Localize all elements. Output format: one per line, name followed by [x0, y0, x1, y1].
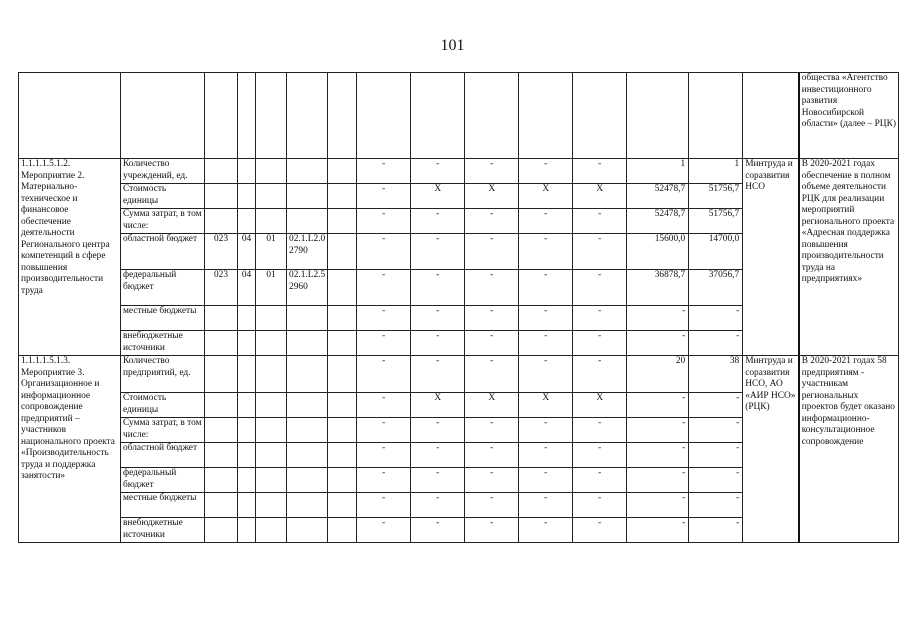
y3-cell: - — [465, 518, 519, 543]
y4-cell: X — [519, 393, 573, 418]
y3-cell: - — [465, 468, 519, 493]
y1-cell: - — [357, 234, 411, 270]
csr-cell — [287, 306, 328, 331]
rz-cell — [238, 443, 256, 468]
vr-cell — [328, 393, 357, 418]
y5-cell: - — [573, 493, 627, 518]
y7-cell: 38 — [689, 356, 743, 393]
budget-table — [18, 72, 899, 543]
vr-cell — [328, 443, 357, 468]
y4-cell: - — [519, 356, 573, 393]
indicator-cell: Количество учреждений, ед. — [121, 159, 205, 184]
y5-cell: - — [573, 443, 627, 468]
y3-cell: - — [465, 234, 519, 270]
y1-cell: - — [357, 209, 411, 234]
y4-cell: - — [519, 418, 573, 443]
y5-cell: - — [573, 356, 627, 393]
y5-cell: - — [573, 468, 627, 493]
y7-cell: 1 — [689, 159, 743, 184]
pr-cell — [256, 209, 287, 234]
vr-cell — [328, 234, 357, 270]
csr-cell — [287, 356, 328, 393]
y7-cell: 51756,7 — [689, 184, 743, 209]
y2-cell: - — [411, 356, 465, 393]
indicator-cell: внебюджетные источники — [121, 518, 205, 543]
pr-cell — [256, 518, 287, 543]
y4-cell: - — [519, 306, 573, 331]
y2-cell: X — [411, 184, 465, 209]
executor-cell: Минтруда и соразвития НСО, АО «АИР НСО» (РЦК) — [743, 356, 799, 543]
y6-cell: 52478,7 — [627, 184, 689, 209]
y3-cell: - — [465, 418, 519, 443]
rz-cell — [238, 331, 256, 356]
y1-cell: - — [357, 518, 411, 543]
y7-cell: - — [689, 518, 743, 543]
indicator-cell: Сумма затрат, в том числе: — [121, 209, 205, 234]
y1-cell: - — [357, 306, 411, 331]
y1-cell: - — [357, 418, 411, 443]
indicator-cell: областной бюджет — [121, 234, 205, 270]
header-continuation-row — [19, 73, 899, 159]
y2-cell: - — [411, 443, 465, 468]
y5-cell: - — [573, 270, 627, 306]
y2-cell: X — [411, 393, 465, 418]
y4-cell: - — [519, 493, 573, 518]
y2-cell: - — [411, 418, 465, 443]
rz-cell — [238, 209, 256, 234]
pr-cell — [256, 418, 287, 443]
y2-cell: - — [411, 518, 465, 543]
y3-cell: - — [465, 443, 519, 468]
table-row — [19, 159, 899, 184]
y7-cell: 51756,7 — [689, 209, 743, 234]
y5-cell: X — [573, 393, 627, 418]
pr-cell — [256, 306, 287, 331]
y1-cell: - — [357, 184, 411, 209]
result-cell: В 2020-2021 годах обеспечение в полном объеме деятельности РЦК для реализации мероприятий регионального проекта «Адресная поддержка повышения производительности труда на предприятиях» — [799, 159, 899, 356]
vr-cell — [328, 356, 357, 393]
y7-cell: - — [689, 331, 743, 356]
y1-cell: - — [357, 356, 411, 393]
y6-cell: 52478,7 — [627, 209, 689, 234]
y2-cell: - — [411, 468, 465, 493]
y7-cell: 37056,7 — [689, 270, 743, 306]
indicator-cell: Количество предприятий, ед. — [121, 356, 205, 393]
y3-cell: - — [465, 159, 519, 184]
executor-cell: Минтруда и соразвития НСО — [743, 159, 799, 356]
grbs-cell — [205, 393, 238, 418]
rz-cell — [238, 356, 256, 393]
y4-cell: - — [519, 518, 573, 543]
grbs-cell — [205, 331, 238, 356]
y5-cell: - — [573, 234, 627, 270]
y4-cell: - — [519, 468, 573, 493]
grbs-cell — [205, 468, 238, 493]
y6-cell: 15600,0 — [627, 234, 689, 270]
csr-cell — [287, 418, 328, 443]
y2-cell: - — [411, 234, 465, 270]
y6-cell: - — [627, 306, 689, 331]
grbs-cell — [205, 356, 238, 393]
y6-cell: - — [627, 331, 689, 356]
vr-cell — [328, 468, 357, 493]
y4-cell: - — [519, 159, 573, 184]
csr-cell — [287, 443, 328, 468]
y5-cell: - — [573, 418, 627, 443]
y7-cell: - — [689, 393, 743, 418]
y5-cell: - — [573, 209, 627, 234]
y6-cell: 1 — [627, 159, 689, 184]
y4-cell: - — [519, 443, 573, 468]
pr-cell — [256, 331, 287, 356]
y6-cell: - — [627, 518, 689, 543]
vr-cell — [328, 270, 357, 306]
grbs-cell — [205, 418, 238, 443]
y5-cell: - — [573, 159, 627, 184]
result-cell: В 2020-2021 годах 58 предприятиям - участникам региональных проектов будет оказано информационно-консультационное сопровождение — [799, 356, 899, 543]
pr-cell — [256, 443, 287, 468]
indicator-cell: Стоимость единицы — [121, 393, 205, 418]
grbs-cell — [205, 209, 238, 234]
csr-cell — [287, 159, 328, 184]
y6-cell: - — [627, 443, 689, 468]
vr-cell — [328, 184, 357, 209]
y3-cell: - — [465, 270, 519, 306]
y2-cell: - — [411, 209, 465, 234]
vr-cell — [328, 493, 357, 518]
y7-cell: - — [689, 443, 743, 468]
y3-cell: - — [465, 306, 519, 331]
y6-cell: 36878,7 — [627, 270, 689, 306]
indicator-cell: местные бюджеты — [121, 306, 205, 331]
indicator-cell: местные бюджеты — [121, 493, 205, 518]
rz-cell — [238, 184, 256, 209]
y6-cell: - — [627, 468, 689, 493]
vr-cell — [328, 331, 357, 356]
vr-cell — [328, 209, 357, 234]
csr-cell: 02.1.L2.5 2960 — [287, 270, 328, 306]
indicator-cell: федеральный бюджет — [121, 270, 205, 306]
grbs-cell — [205, 306, 238, 331]
vr-cell — [328, 306, 357, 331]
grbs-cell — [205, 518, 238, 543]
y7-cell: - — [689, 468, 743, 493]
y2-cell: - — [411, 270, 465, 306]
y6-cell: 20 — [627, 356, 689, 393]
pr-cell — [256, 184, 287, 209]
rz-cell — [238, 306, 256, 331]
indicator-cell: областной бюджет — [121, 443, 205, 468]
rz-cell — [238, 393, 256, 418]
y7-cell: - — [689, 418, 743, 443]
csr-cell — [287, 393, 328, 418]
page-number: 101 — [440, 37, 465, 54]
y4-cell: X — [519, 184, 573, 209]
pr-cell — [256, 493, 287, 518]
y1-cell: - — [357, 270, 411, 306]
pr-cell — [256, 159, 287, 184]
csr-cell — [287, 331, 328, 356]
y2-cell: - — [411, 331, 465, 356]
y3-cell: - — [465, 493, 519, 518]
y7-cell: 14700,0 — [689, 234, 743, 270]
csr-cell — [287, 184, 328, 209]
y3-cell: X — [465, 184, 519, 209]
csr-cell: 02.1.L2.0 2790 — [287, 234, 328, 270]
rz-cell: 04 — [238, 234, 256, 270]
grbs-cell — [205, 184, 238, 209]
y4-cell: - — [519, 331, 573, 356]
pr-cell — [256, 468, 287, 493]
csr-cell — [287, 468, 328, 493]
y2-cell: - — [411, 306, 465, 331]
pr-cell: 01 — [256, 270, 287, 306]
rz-cell — [238, 468, 256, 493]
rz-cell — [238, 518, 256, 543]
vr-cell — [328, 159, 357, 184]
rz-cell — [238, 159, 256, 184]
y1-cell: - — [357, 468, 411, 493]
y7-cell: - — [689, 493, 743, 518]
grbs-cell: 023 — [205, 270, 238, 306]
y6-cell: - — [627, 418, 689, 443]
y1-cell: - — [357, 159, 411, 184]
y1-cell: - — [357, 493, 411, 518]
measure-name: 1.1.1.1.5.1.2. Мероприятие 2. Материально-техническое и финансовое обеспечение деятельности Регионального центра компетенций в сфере повышения производительности труда — [19, 159, 121, 356]
indicator-cell: Сумма затрат, в том числе: — [121, 418, 205, 443]
y3-cell: - — [465, 356, 519, 393]
pr-cell — [256, 356, 287, 393]
y4-cell: - — [519, 234, 573, 270]
indicator-cell: федеральный бюджет — [121, 468, 205, 493]
grbs-cell: 023 — [205, 234, 238, 270]
header-note: общества «Агентство инвестиционного развития Новосибирской области» (далее – РЦК) — [799, 73, 899, 159]
table-row — [19, 356, 899, 393]
y2-cell: - — [411, 159, 465, 184]
y1-cell: - — [357, 331, 411, 356]
y2-cell: - — [411, 493, 465, 518]
y4-cell: - — [519, 270, 573, 306]
y6-cell: - — [627, 393, 689, 418]
y1-cell: - — [357, 443, 411, 468]
y5-cell: - — [573, 518, 627, 543]
csr-cell — [287, 493, 328, 518]
pr-cell: 01 — [256, 234, 287, 270]
y3-cell: - — [465, 209, 519, 234]
csr-cell — [287, 518, 328, 543]
vr-cell — [328, 518, 357, 543]
y7-cell: - — [689, 306, 743, 331]
y6-cell: - — [627, 493, 689, 518]
indicator-cell: внебюджетные источники — [121, 331, 205, 356]
y1-cell: - — [357, 393, 411, 418]
grbs-cell — [205, 493, 238, 518]
y5-cell: X — [573, 184, 627, 209]
y3-cell: X — [465, 393, 519, 418]
vr-cell — [328, 418, 357, 443]
grbs-cell — [205, 159, 238, 184]
measure-name: 1.1.1.1.5.1.3. Мероприятие 3. Организационное и информационное сопровождение предприятий – участников национального проекта «Производительность труда и поддержка занятости» — [19, 356, 121, 543]
y5-cell: - — [573, 306, 627, 331]
y5-cell: - — [573, 331, 627, 356]
csr-cell — [287, 209, 328, 234]
rz-cell — [238, 418, 256, 443]
indicator-cell: Стоимость единицы — [121, 184, 205, 209]
rz-cell: 04 — [238, 270, 256, 306]
grbs-cell — [205, 443, 238, 468]
pr-cell — [256, 393, 287, 418]
y3-cell: - — [465, 331, 519, 356]
y4-cell: - — [519, 209, 573, 234]
rz-cell — [238, 493, 256, 518]
